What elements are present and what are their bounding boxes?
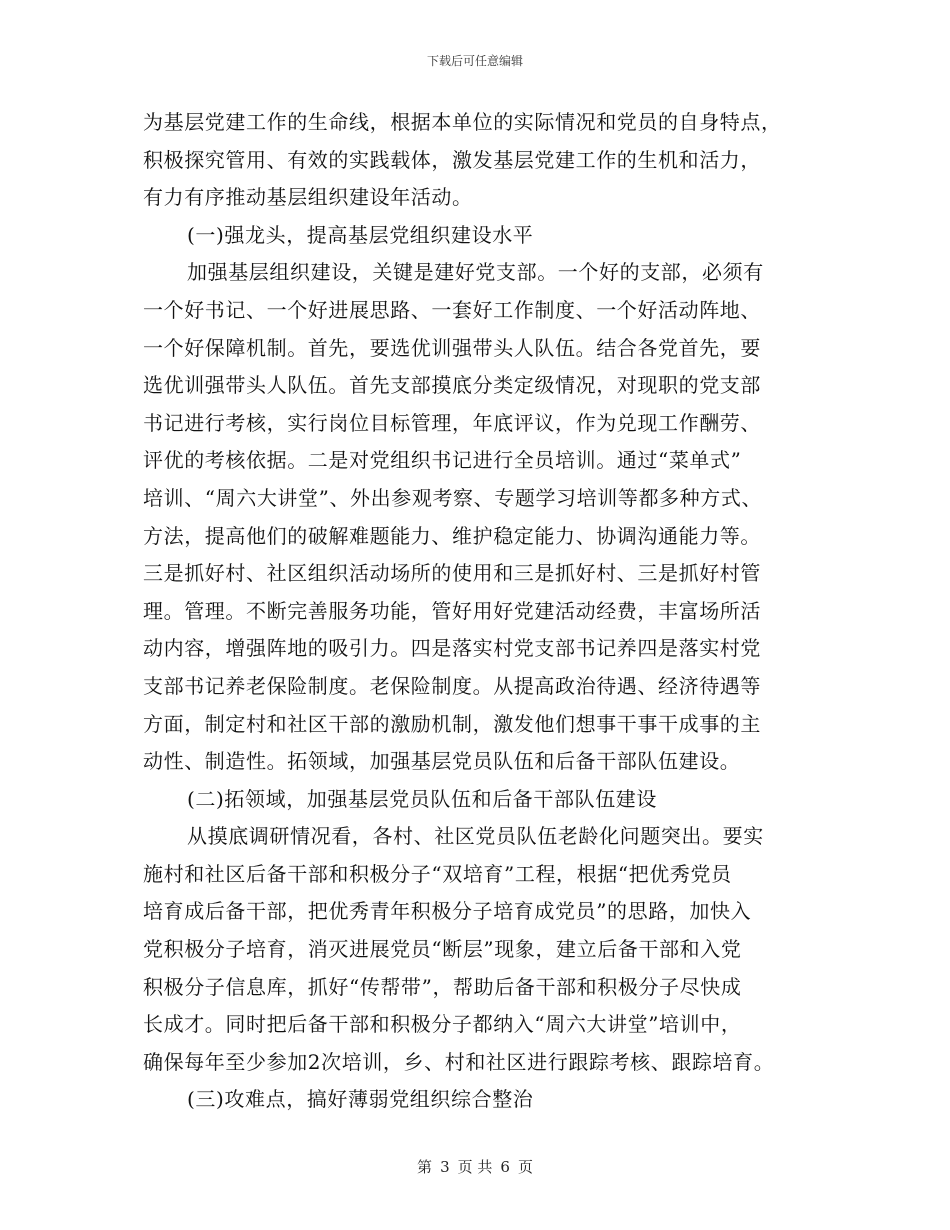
document-body: [143, 104, 811, 1119]
text-line: 支部书记养老保险制度。老保险制度。从提高政治待遇、经济待遇等: [143, 673, 761, 698]
text-line: 积极分子信息库，抓好“传帮带”，帮助后备干部和积极分子尽快成: [143, 974, 742, 999]
text-line: (二)拓领域，加强基层党员队伍和后备干部队伍建设: [187, 786, 658, 811]
footer-suffix: 页: [517, 1158, 533, 1176]
text-line: 积极探究管用、有效的实践载体，激发基层党建工作的生机和活力，: [143, 147, 761, 172]
footer-total-pages: 6: [500, 1158, 510, 1176]
text-line: 方法，提高他们的破解难题能力、维护稳定能力、协调沟通能力等。: [143, 523, 761, 548]
text-line: 书记进行考核，实行岗位目标管理，年底评议，作为兑现工作酬劳、: [143, 410, 761, 435]
text-line: 动内容，增强阵地的吸引力。四是落实村党支部书记养四是落实村党: [143, 636, 761, 661]
text-line: 一个好保障机制。首先，要选优训强带头人队伍。结合各党首先，要: [143, 335, 761, 360]
footer-middle: 页 共: [457, 1158, 493, 1176]
text-line: 党积极分子培育，消灭进展党员“断层”现象，建立后备干部和入党: [143, 937, 742, 962]
text-line: 长成才。同时把后备干部和积极分子都纳入“周六大讲堂”培训中，: [143, 1012, 742, 1037]
footer-current-page: 3: [440, 1158, 450, 1176]
page-footer: [0, 1156, 950, 1177]
text-line: 一个好书记、一个好进展思路、一套好工作制度、一个好活动阵地、: [143, 297, 761, 322]
text-line: 选优训强带头人队伍。首先支部摸底分类定级情况，对现职的党支部: [143, 373, 761, 398]
text-line: 有力有序推动基层组织建设年活动。: [143, 185, 473, 210]
text-line: 培训、“周六大讲堂”、外出参观考察、专题学习培训等都多种方式、: [143, 485, 763, 510]
text-line: (三)攻难点，搞好薄弱党组织综合整治: [187, 1087, 534, 1112]
text-line: 施村和社区后备干部和积极分子“双培育”工程，根据“把优秀党员: [143, 861, 732, 886]
text-line: 确保每年至少参加2次培训，乡、村和社区进行跟踪考核、跟踪培育。: [143, 1049, 775, 1074]
text-line: 方面，制定村和社区干部的激励机制，激发他们想事干事干成事的主: [143, 711, 761, 736]
footer-prefix: 第: [417, 1158, 433, 1176]
text-line: 理。管理。不断完善服务功能，管好用好党建活动经费，丰富场所活: [143, 598, 761, 623]
text-line: (一)强龙头，提高基层党组织建设水平: [187, 222, 534, 247]
text-line: 培育成后备干部，把优秀青年积极分子培育成党员”的思路，加快入: [143, 899, 752, 924]
text-line: 三是抓好村、社区组织活动场所的使用和三是抓好村、三是抓好村管: [143, 561, 761, 586]
text-line: 从摸底调研情况看，各村、社区党员队伍老龄化问题突出。要实: [187, 824, 764, 849]
text-line: 加强基层组织建设，关键是建好党支部。一个好的支部，必须有: [187, 260, 764, 285]
text-line: 评优的考核依据。二是对党组织书记进行全员培训。通过“菜单式”: [143, 448, 742, 473]
text-line: 动性、制造性。拓领域，加强基层党员队伍和后备干部队伍建设。: [143, 749, 741, 774]
text-line: 为基层党建工作的生命线，根据本单位的实际情况和党员的自身特点，: [143, 110, 782, 134]
page-header-note: 下载后可任意编辑: [426, 54, 523, 68]
